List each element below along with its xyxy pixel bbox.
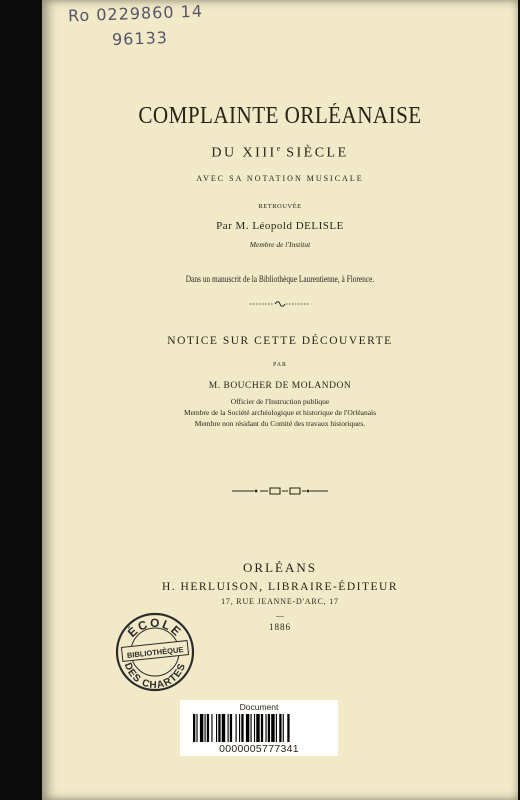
- notice-title: NOTICE SUR CETTE DÉCOUVERTE: [167, 335, 393, 347]
- barcode-number: 0000005777341: [219, 743, 299, 755]
- author-title-3: Membre non résidant du Comité des travaux historiques.: [194, 419, 366, 428]
- barcode-bar: [283, 714, 284, 742]
- barcode-bar: [239, 714, 240, 742]
- subtitle-prefix: DU XIII: [211, 145, 277, 161]
- ornament-rule-1: [42, 296, 518, 306]
- imprint-year: 1886: [269, 622, 291, 632]
- author-name: M. BOUCHER DE MOLANDON: [208, 381, 352, 391]
- barcode-bar: [251, 714, 252, 742]
- barcode-bar: [268, 714, 270, 742]
- handwritten-shelfmark: Ro 0229860 14: [67, 1, 204, 26]
- imprint-city: ORLÉANS: [243, 560, 317, 575]
- handwritten-number: 96133: [111, 28, 169, 49]
- barcode-bar: [241, 714, 243, 742]
- imprint-address: 17, RUE JEANNE-D'ARC, 17: [221, 597, 339, 606]
- finder-line: Par M. Léopold DELISLE: [216, 220, 344, 232]
- barcode-bar: [222, 714, 225, 742]
- found-line: RETROUVÉE: [258, 203, 302, 210]
- barcode-bar: [230, 714, 232, 742]
- barcode-bar: [228, 714, 229, 742]
- stamp-top-text: ÉCOLE: [125, 615, 185, 640]
- title-page: [42, 0, 518, 800]
- notation-line: AVEC SA NOTATION MUSICALE: [196, 174, 364, 183]
- author-title-2: Membre de la Société archéologique et historique de l'Orléanais: [183, 408, 377, 417]
- barcode-bar: [265, 714, 266, 742]
- book-title: COMPLAINTE ORLÉANAISE: [138, 103, 422, 129]
- barcode-bar: [193, 714, 195, 742]
- barcode-bar: [287, 714, 289, 742]
- barcode-bar: [271, 714, 274, 742]
- barcode-bar: [211, 714, 212, 742]
- barcode-bar: [218, 714, 220, 742]
- barcode-bar: [216, 714, 217, 742]
- ornament-rule-2: [42, 484, 518, 496]
- subtitle-suffix: SIÈCLE: [280, 145, 349, 161]
- barcode-label: [180, 700, 338, 756]
- imprint-publisher: H. HERLUISON, LIBRAIRE-ÉDITEUR: [161, 581, 398, 593]
- by-line: PAR: [272, 362, 288, 368]
- subtitle-superscript: e: [276, 144, 281, 153]
- barcode-bar: [205, 714, 206, 742]
- barcode-bar: [261, 714, 263, 742]
- manuscript-line: Dans un manuscrit de la Bibliothèque Laurentienne, à Florence.: [185, 274, 375, 284]
- barcode-bar: [207, 714, 209, 742]
- stamp-middle-text: BIBLIOTHÈQUE: [126, 645, 184, 660]
- barcode-bar: [279, 714, 281, 742]
- book-subtitle: [42, 144, 518, 162]
- barcode-bar: [254, 714, 255, 742]
- author-title-1: Officier de l'Instruction publique: [230, 397, 330, 406]
- barcode-bar: [276, 714, 277, 742]
- barcode-icon: [191, 714, 327, 742]
- barcode-bar: [256, 714, 259, 742]
- barcode-bar: [236, 714, 237, 742]
- library-stamp-icon: [114, 611, 196, 693]
- stamp-bottom-text: DES CHARTES: [121, 661, 189, 692]
- finder-role: Membre de l'Institut: [249, 240, 311, 249]
- barcode-bar: [200, 714, 203, 742]
- barcode-bar: [246, 714, 249, 742]
- barcode-bar: [196, 714, 197, 742]
- imprint-dash: —: [276, 611, 284, 620]
- barcode-title: Document: [239, 702, 279, 712]
